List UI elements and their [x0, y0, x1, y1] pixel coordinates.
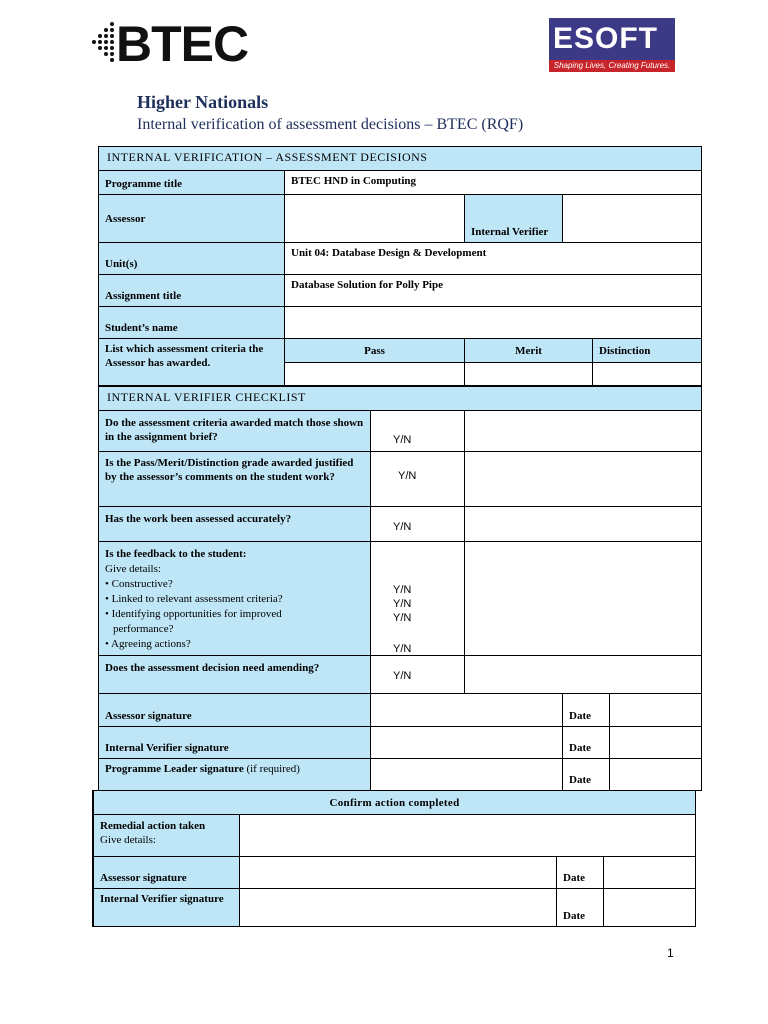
confirm-iv-date-label: Date [556, 888, 604, 927]
q2-yn-cell[interactable] [370, 451, 465, 507]
q1-yn: Y/N [393, 434, 412, 446]
pl-date-label: Date [562, 758, 610, 791]
q5-yn: Y/N [393, 670, 412, 682]
assessor-date-field[interactable] [609, 693, 702, 727]
q4-yn-identifying: Y/N [393, 612, 412, 624]
pl-signature-label: Programme Leader signature (if required) [98, 758, 371, 791]
q2-comment-field[interactable] [464, 451, 702, 507]
checklist-q3: Has the work been assessed accurately? [98, 506, 371, 542]
assessor-date-label: Date [562, 693, 610, 727]
pass-header: Pass [284, 338, 465, 363]
q4-title: Is the feedback to the student: [105, 548, 247, 560]
q4-item-identifying: • Identifying opportunities for improved [105, 608, 282, 620]
q4-yn-linked: Y/N [393, 598, 412, 610]
remedial-label: Remedial action taken Give details: [92, 814, 240, 857]
q4-comment-field[interactable] [464, 541, 702, 656]
q4-item-performance: performance? [113, 623, 174, 635]
confirm-section-title: Confirm action completed [92, 790, 696, 815]
checklist-q1: Do the assessment criteria awarded match those shown in the assignment brief? [98, 410, 371, 452]
pass-criteria-field[interactable] [284, 362, 465, 386]
assessor-signature-field[interactable] [370, 693, 563, 727]
confirm-assessor-date-field[interactable] [603, 856, 696, 889]
page-title: Higher Nationals [137, 92, 269, 112]
q3-yn: Y/N [393, 521, 412, 533]
merit-criteria-field[interactable] [464, 362, 593, 386]
btec-logo [92, 18, 252, 72]
assessor-signature-label: Assessor signature [98, 693, 371, 727]
checklist-q2: Is the Pass/Merit/Distinction grade awarded justified by the assessor’s comments on the student work? [98, 451, 371, 507]
internal-verifier-field[interactable] [562, 194, 702, 243]
page-subtitle: Internal verification of assessment decisions – BTEC (RQF) [137, 116, 524, 133]
student-name-field[interactable] [284, 306, 702, 339]
distinction-criteria-field[interactable] [592, 362, 702, 386]
programme-title-value[interactable]: BTEC HND in Computing [284, 170, 702, 195]
q2-yn: Y/N [398, 470, 417, 482]
internal-verifier-label: Internal Verifier [464, 194, 563, 243]
btec-logo-text: BTEC [116, 16, 249, 72]
q4-yn-cell[interactable] [370, 541, 465, 656]
confirm-iv-signature-field[interactable] [239, 888, 557, 927]
q4-give-details: Give details: [105, 563, 161, 575]
q5-comment-field[interactable] [464, 655, 702, 694]
q4-yn-agreeing: Y/N [393, 643, 412, 655]
q3-yn-cell[interactable] [370, 506, 465, 542]
student-name-label: Student’s name [98, 306, 285, 339]
q1-comment-field[interactable] [464, 410, 702, 452]
pl-signature-field[interactable] [370, 758, 563, 791]
q4-item-constructive: • Constructive? [105, 578, 173, 590]
q1-yn-cell[interactable] [370, 410, 465, 452]
assignment-title-value[interactable]: Database Solution for Polly Pipe [284, 274, 702, 307]
programme-title-label: Programme title [98, 170, 285, 195]
assessor-field[interactable] [284, 194, 465, 243]
checklist-section-title: INTERNAL VERIFIER CHECKLIST [98, 386, 702, 411]
iv-date-label: Date [562, 726, 610, 759]
confirm-iv-date-field[interactable] [603, 888, 696, 927]
esoft-logo-text: ESOFT [553, 22, 659, 55]
pl-date-field[interactable] [609, 758, 702, 791]
q5-yn-cell[interactable] [370, 655, 465, 694]
units-value[interactable]: Unit 04: Database Design & Development [284, 242, 702, 275]
q4-item-linked: • Linked to relevant assessment criteria? [105, 593, 283, 605]
q4-item-agreeing: • Agreeing actions? [105, 638, 191, 650]
iv-signature-label: Internal Verifier signature [98, 726, 371, 759]
remedial-details-field[interactable] [239, 814, 696, 857]
esoft-logo [549, 18, 675, 72]
confirm-assessor-signature-label: Assessor signature [92, 856, 240, 889]
merit-header: Merit [464, 338, 593, 363]
checklist-q4 [98, 541, 371, 656]
decisions-section-title: INTERNAL VERIFICATION – ASSESSMENT DECISIONS [98, 146, 702, 171]
q3-comment-field[interactable] [464, 506, 702, 542]
confirm-assessor-date-label: Date [556, 856, 604, 889]
units-label: Unit(s) [98, 242, 285, 275]
page-number: 1 [667, 946, 674, 960]
confirm-iv-signature-label: Internal Verifier signature [92, 888, 240, 927]
confirm-assessor-signature-field[interactable] [239, 856, 557, 889]
distinction-header: Distinction [592, 338, 702, 363]
assignment-title-label: Assignment title [98, 274, 285, 307]
criteria-label: List which assessment criteria the Assessor has awarded. [98, 338, 285, 386]
assessor-label: Assessor [98, 194, 285, 243]
esoft-tagline: Shaping Lives, Creating Futures. [549, 60, 675, 72]
checklist-q5: Does the assessment decision need amending? [98, 655, 371, 694]
iv-date-field[interactable] [609, 726, 702, 759]
q4-yn-constructive: Y/N [393, 584, 412, 596]
iv-signature-field[interactable] [370, 726, 563, 759]
